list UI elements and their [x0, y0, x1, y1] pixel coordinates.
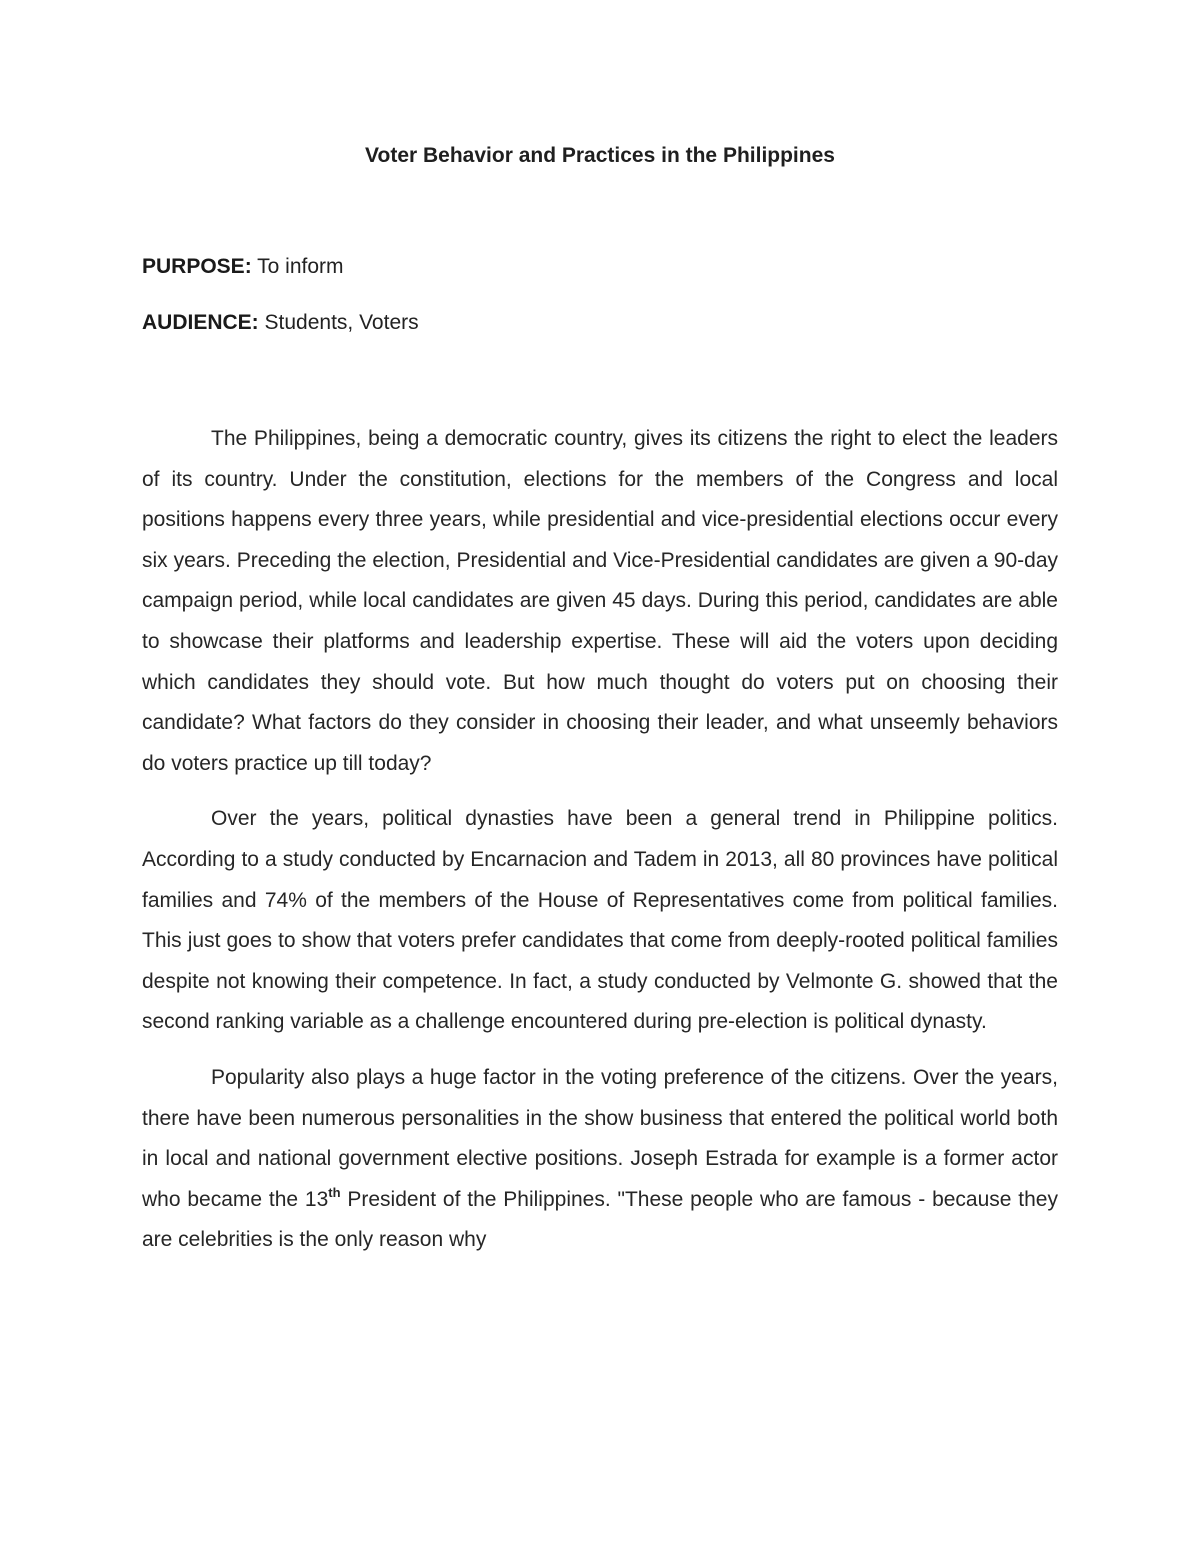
paragraph-political-dynasties: Over the years, political dynasties have been a general trend in Philippine politics. According to a study conducted by Encarnacion and Tadem in 2013, all 80 provinces have political families and 74% of the members of the House of Representatives come from political families. This just goes to show that voters prefer candidates that come from deeply-rooted political families despite not knowing their competence. In fact, a study conducted by Velmonte G. showed that the second ranking variable as a challenge encountered during pre-election is political dynasty.: [142, 807, 1058, 1034]
audience-line: [142, 309, 1058, 337]
paragraph-popularity: [142, 1058, 1058, 1261]
paragraph-intro: The Philippines, being a democratic country, gives its citizens the right to elect the leaders of its country. Under the constitution, elections for the members of the Congress and local positions happens every three years, while presidential and vice-presidential elections occur every six years. Preceding the election, Presidential and Vice-Presidential candidates are given a 90-day campaign period, while local candidates are given 45 days. During this period, candidates are able to showcase their platforms and leadership expertise. These will aid the voters upon deciding which candidates they should vote. But how much thought do voters put on choosing their candidate? What factors do they consider in choosing their leader, and what unseemly behaviors do voters practice up till today?: [142, 427, 1058, 775]
purpose-value: To inform: [257, 255, 344, 278]
paragraph-popularity-text-cont: President of the Philippines. "These people who are famous - because they are celebrities is the only reason why: [142, 1187, 1058, 1252]
ordinal-superscript: th: [328, 1184, 341, 1200]
audience-value: Students, Voters: [264, 311, 419, 334]
audience-label: AUDIENCE:: [142, 311, 259, 334]
purpose-line: [142, 253, 1058, 281]
document-body: [142, 419, 1058, 1276]
purpose-label: PURPOSE:: [142, 255, 252, 278]
document-title: Voter Behavior and Practices in the Philippines: [365, 144, 835, 167]
paragraph-popularity-text: Popularity also plays a huge factor in the voting preference of the citizens. Over the years, there have been numerous personalities in the show business that entered the political world both in local and national government elective positions. Joseph Estrada for example is a former actor who became the 13: [142, 1065, 1058, 1211]
